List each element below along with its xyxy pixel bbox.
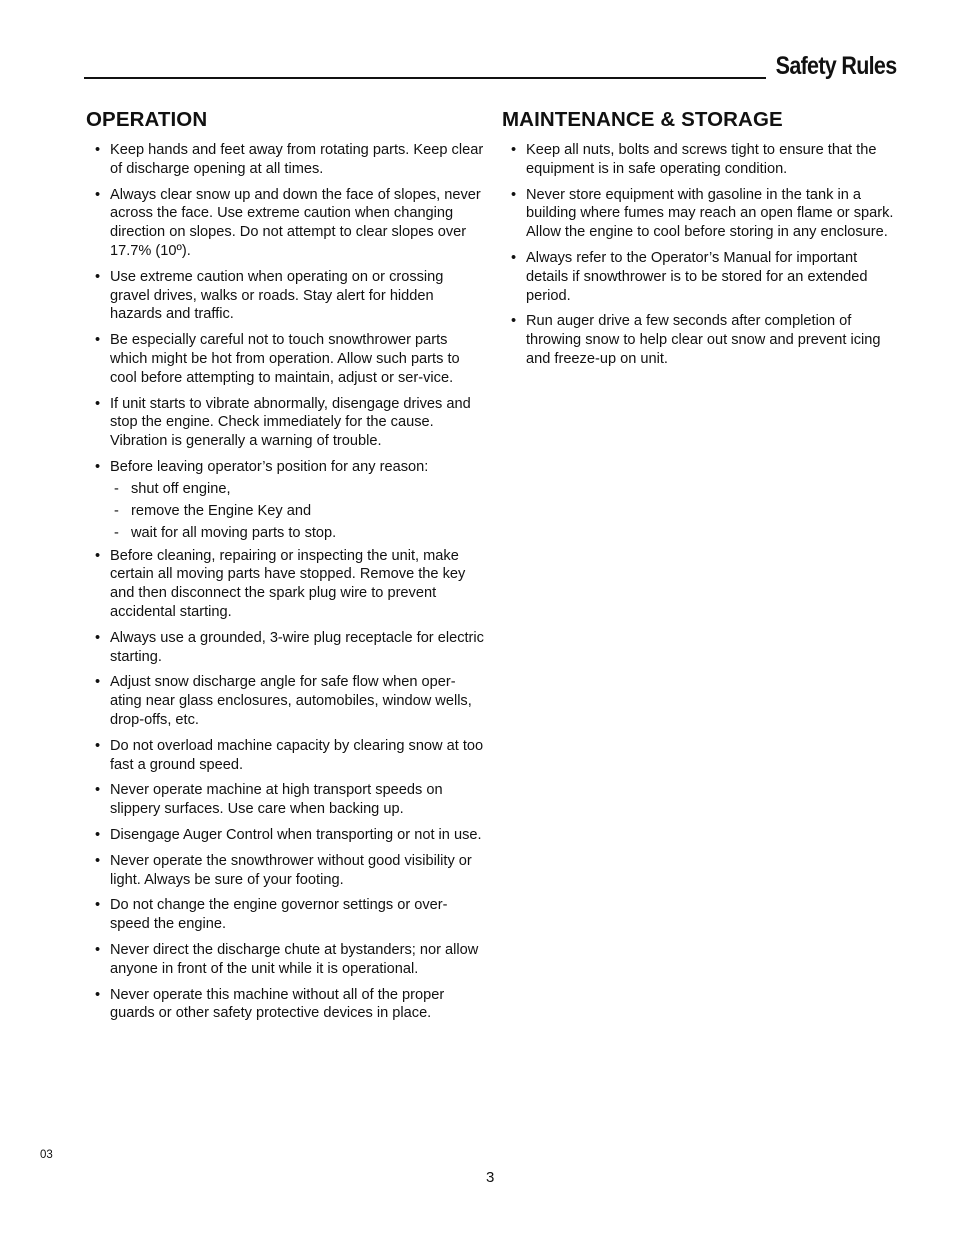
list-item: • Keep hands and feet away from rotating parts. Keep clear of discharge opening at all times. [86, 141, 486, 179]
list-item: • Adjust snow discharge angle for safe flow when oper-ating near glass enclosures, automobiles, window wells, drop-offs, etc. [86, 673, 486, 729]
list-item: • Never operate this machine without all of the proper guards or other safety protective devices in place. [86, 986, 486, 1024]
list-item: • Run auger drive a few seconds after completion of throwing snow to help clear out snow and prevent icing and freeze-up on unit. [502, 312, 902, 368]
list-item: • Use extreme caution when operating on or crossing gravel drives, walks or roads. Stay alert for hidden hazards and traffic. [86, 268, 486, 324]
list-item: • Never operate the snowthrower without good visibility or light. Always be sure of your footing. [86, 852, 486, 890]
list-item: • Never operate machine at high transport speeds on slippery surfaces. Use care when backing up. [86, 781, 486, 819]
header-rule [84, 77, 766, 79]
list-item: • Never direct the discharge chute at bystanders; nor allow anyone in front of the unit while it is operational. [86, 941, 486, 979]
page-number: 3 [486, 1169, 495, 1186]
sub-list-item: - shut off engine, [86, 480, 486, 499]
list-item: • Before leaving operator’s position for any reason: [86, 458, 486, 477]
list-item: • Be especially careful not to touch snowthrower parts which might be hot from operation. Allow such parts to cool before attempting to maintain, adjust or ser-vice. [86, 331, 486, 387]
list-item: • Never store equipment with gasoline in the tank in a building where fumes may reach an open flame or spark. Allow the engine to cool before storing in any enclosure. [502, 186, 902, 242]
operation-list [86, 141, 486, 1023]
list-item: • Always clear snow up and down the face of slopes, never across the face. Use extreme caution when changing direction on slopes. Do not attempt to clear slopes over 17.7% (10º). [86, 186, 486, 261]
operation-section [86, 108, 486, 1030]
sub-list-item: - remove the Engine Key and [86, 502, 486, 521]
maintenance-section [502, 108, 902, 376]
page-title: Safety Rules [775, 52, 896, 80]
list-item: • Always use a grounded, 3-wire plug receptacle for electric starting. [86, 629, 486, 667]
list-item: • Do not change the engine governor settings or over-speed the engine. [86, 896, 486, 934]
list-item: • Before cleaning, repairing or inspecting the unit, make certain all moving parts have stopped. Remove the key and then disconnect the spark plug wire to prevent accidental starting. [86, 547, 486, 622]
footer-code: 03 [40, 1149, 53, 1161]
list-item: • Keep all nuts, bolts and screws tight to ensure that the equipment is in safe operating condition. [502, 141, 902, 179]
list-item: • If unit starts to vibrate abnormally, disengage drives and stop the engine. Check immediately for the cause. Vibration is generally a warning of trouble. [86, 395, 486, 451]
maintenance-list [502, 141, 902, 369]
operation-heading: OPERATION [86, 108, 208, 131]
list-item: • Do not overload machine capacity by clearing snow at too fast a ground speed. [86, 737, 486, 775]
list-item: • Disengage Auger Control when transporting or not in use. [86, 826, 486, 845]
maintenance-heading: MAINTENANCE & STORAGE [502, 108, 783, 131]
sub-list-item: - wait for all moving parts to stop. [86, 524, 486, 543]
list-item: • Always refer to the Operator’s Manual for important details if snowthrower is to be stored for an extended period. [502, 249, 902, 305]
